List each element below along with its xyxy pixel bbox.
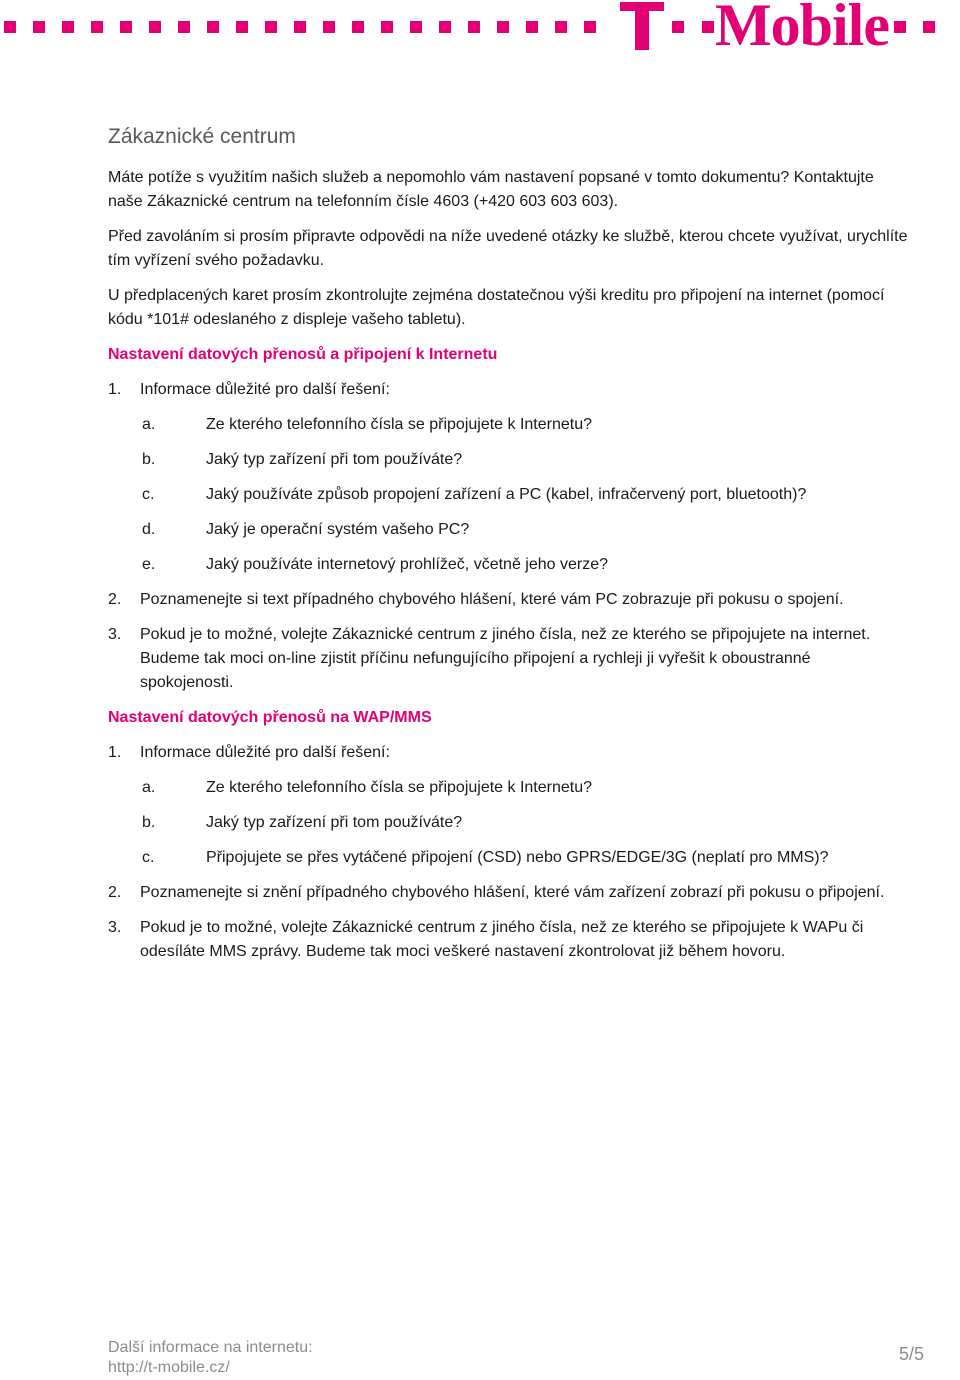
sub-item-text: Jaký typ zařízení při tom používáte? bbox=[206, 814, 463, 831]
preparation-paragraph: Před zavoláním si prosím připravte odpovědi na níže uvedené otázky ke službě, kterou chcete využívat, urychlíte tím vyřízení svého požadavku. bbox=[108, 228, 908, 269]
list-item-text: Poznamenejte si text případného chybového hlášení, které vám PC zobrazuje při pokusu o spojení. bbox=[140, 591, 844, 608]
list-marker: 3. bbox=[108, 626, 122, 643]
sub-marker: b. bbox=[142, 451, 156, 468]
section-heading-internet: Nastavení datových přenosů a připojení k Internetu bbox=[108, 346, 498, 363]
list-item-text: Pokud je to možné, volejte Zákaznické centrum z jiného čísla, než ze kterého se připojujete na internet. Budeme tak moci on-line zjistit příčinu nefungujícího připojení a rychleji ji vyřešit k oboustranné spokojenosti. bbox=[140, 626, 871, 691]
sub-marker: a. bbox=[142, 779, 156, 796]
sub-marker: c. bbox=[142, 849, 155, 866]
sub-item-text: Ze kterého telefonního čísla se připojujete k Internetu? bbox=[206, 416, 593, 433]
sub-item-text: Jaký typ zařízení při tom používáte? bbox=[206, 451, 463, 468]
sub-list bbox=[140, 776, 908, 870]
list-item bbox=[108, 881, 908, 905]
sub-list-item bbox=[108, 553, 908, 577]
list-marker: 1. bbox=[108, 381, 122, 398]
page-title: Zákaznické centrum bbox=[108, 125, 296, 148]
internet-checklist bbox=[108, 378, 908, 695]
list-item-text: Poznamenejte si znění případného chybového hlášení, které vám zařízení zobrazí při pokusu o připojení. bbox=[140, 884, 885, 901]
list-item-text: Informace důležité pro další řešení: bbox=[140, 381, 390, 398]
section-heading-wap-mms: Nastavení datových přenosů na WAP/MMS bbox=[108, 709, 432, 726]
brand-dots-right bbox=[894, 21, 935, 33]
list-marker: 2. bbox=[108, 591, 122, 608]
sub-list-item bbox=[108, 448, 908, 472]
sub-list-item bbox=[108, 518, 908, 542]
intro-paragraph: Máte potíže s využitím našich služeb a nepomohlo vám nastavení popsané v tomto dokumentu? Kontaktujte naše Zákaznické centrum na telefonním čísle 4603 (+420 603 603 603). bbox=[108, 169, 874, 210]
header-banner bbox=[0, 0, 960, 60]
brand-dots-mid bbox=[672, 21, 714, 33]
list-item bbox=[108, 741, 908, 870]
sub-list-item bbox=[108, 811, 908, 835]
brand-dots-left bbox=[4, 21, 596, 33]
list-item bbox=[108, 588, 908, 612]
list-marker: 3. bbox=[108, 919, 122, 936]
sub-list bbox=[140, 413, 908, 577]
list-item bbox=[108, 378, 908, 577]
sub-item-text: Jaký používáte internetový prohlížeč, včetně jeho verze? bbox=[206, 556, 608, 573]
prepaid-paragraph: U předplacených karet prosím zkontrolujte zejména dostatečnou výši kreditu pro připojení na internet (pomocí kódu *101# odeslaného z displeje vašeho tabletu). bbox=[108, 287, 885, 328]
wap-mms-checklist bbox=[108, 741, 908, 964]
brand-name: Mobile bbox=[715, 0, 889, 58]
list-item-text: Informace důležité pro další řešení: bbox=[140, 744, 390, 761]
sub-list-item bbox=[108, 776, 908, 800]
sub-marker: e. bbox=[142, 556, 156, 573]
list-item-text: Pokud je to možné, volejte Zákaznické centrum z jiného čísla, než ze kterého se připojujete k WAPu či odesíláte MMS zprávy. Budeme tak moci veškeré nastavení zkontrolovat již během hovoru. bbox=[140, 919, 864, 960]
list-marker: 1. bbox=[108, 744, 122, 761]
sub-marker: d. bbox=[142, 521, 156, 538]
sub-list-item bbox=[108, 483, 908, 507]
list-item bbox=[108, 916, 908, 964]
sub-item-text: Jaký používáte způsob propojení zařízení a PC (kabel, infračervený port, bluetooth)? bbox=[206, 486, 807, 503]
sub-item-text: Jaký je operační systém vašeho PC? bbox=[206, 521, 470, 538]
sub-list-item bbox=[108, 846, 908, 870]
sub-list-item bbox=[108, 413, 908, 437]
sub-item-text: Ze kterého telefonního čísla se připojujete k Internetu? bbox=[206, 779, 593, 796]
page-number: 5/5 bbox=[898, 1344, 924, 1364]
list-marker: 2. bbox=[108, 884, 122, 901]
sub-marker: a. bbox=[142, 416, 156, 433]
footer bbox=[108, 1338, 313, 1378]
t-logo-icon bbox=[620, 2, 664, 50]
footer-url-link[interactable]: http://t-mobile.cz/ bbox=[108, 1359, 230, 1376]
document-content bbox=[108, 122, 908, 975]
sub-item-text: Připojujete se přes vytáčené připojení (CSD) nebo GPRS/EDGE/3G (neplatí pro MMS)? bbox=[206, 849, 829, 866]
sub-marker: b. bbox=[142, 814, 156, 831]
footer-label: Další informace na internetu: bbox=[108, 1339, 313, 1356]
list-item bbox=[108, 623, 908, 695]
sub-marker: c. bbox=[142, 486, 155, 503]
